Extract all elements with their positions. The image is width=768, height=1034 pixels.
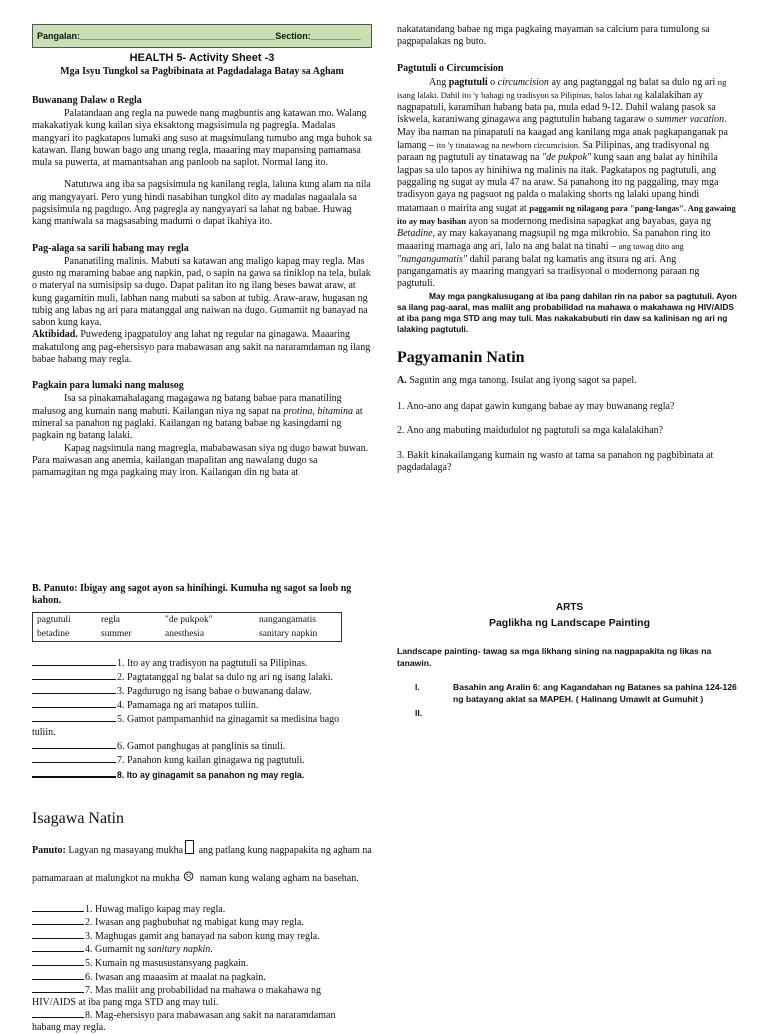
instructions (397, 375, 737, 387)
arts-item (397, 681, 742, 705)
text: Sagutin ang mga tanong. Isulat ang iyong sagot sa papel. (406, 374, 637, 386)
text: . May iba naman na pinapatuli na kaagad ang kanilang mga anak pagkapanganak pa lamang – (397, 114, 728, 152)
text: circumcision (497, 76, 549, 88)
arts-definition: Landscape painting- tawag sa mga likhang sining na nagpapakita ng likas na tanawin. (397, 646, 712, 668)
question-number: 1. (397, 400, 405, 412)
text: pagtutuli (448, 76, 488, 88)
text: 5. Kumain ng masusustansyang pagkain. (85, 957, 249, 969)
paragraph-text: Puwedeng ipagpatuloy ang lahat ng regular na ginagawa. Maaaring makatulong ang pag-ehersisyo para mabawasan ang sakit na nararamdaman ng ilang babae habang may regla. (32, 329, 371, 366)
text: kung saan ang balat ay hinihila lagpas sa ulo tapos ay hinihiwa ng malinis na itak. Pagkatapos ng pagtutuli, ang paggaling ng sugat ay mula 47 na araw. Sa panahong ito ng paggaling, may mga tradisyon gaya ng pagsuot ng palda o malaking shorts ng lalaki upang hindi matamaan o mairita ang sugat at (397, 152, 719, 214)
isagawa-item (32, 1008, 372, 1022)
section-heading-isagawa: Isagawa Natin (32, 809, 124, 827)
section-heading-pagkain: Pagkain para lumaki nang malusog (32, 380, 184, 392)
arts-item (397, 707, 742, 719)
text: naman kung walang agham na basehan. (197, 872, 359, 884)
isagawa-item (32, 929, 372, 943)
text: 1. Huwag maligo kapag may regla. (85, 903, 226, 915)
fill-item-text: 4. Pamamaga ng ari matapos tuliin. (117, 699, 259, 711)
isagawa-item (32, 942, 372, 956)
paragraph: May mga pangkalusugang at iba pang dahilan rin na pabor sa pagtutuli. Ayon sa ilang pag-aaral, mas maliit ang probabilidad na mahawa o makahawa ng HIV/AIDS at iba pang mga STD ang may tuli. Mas nakakabubuti rin daw sa kalinisan ng ari ng lalaking pagtutuli. (397, 290, 737, 334)
paragraph: nakatatandang babae ng mga pagkaing mayaman sa calcium para tumulong sa pagpapalakas ng buto. (397, 24, 710, 48)
fill-item (32, 684, 372, 698)
section-heading-pagyamanin: Pagyamanin Natin (397, 348, 525, 366)
text: Betadine (397, 228, 433, 240)
paragraph (397, 76, 737, 291)
paragraph (32, 329, 372, 366)
answer-blank[interactable] (32, 970, 84, 980)
paragraph: Palatandaan ang regla na puwede nang magbuntis ang katawan mo. Walang makakatiyak kung kailan siya eksaktong magsisimula ng pagregla. Madalas mangyari ito pagkatapos lumaki ang suso at magsimulang tumubo ang mga buhok sa katawan. Ilang buwan bago ang unang regla, maaaring may mapansing pamamasa mula sa puwerta, at mamantsahan ang panloob na saplot. Normal lang ito. (32, 108, 372, 169)
roman-numeral: II. (415, 708, 423, 718)
fill-item (32, 656, 372, 670)
text: bitamina (317, 405, 353, 417)
fill-in-list (32, 656, 372, 782)
text: "nangangamatis" (397, 253, 468, 265)
answer-blank[interactable] (32, 684, 116, 694)
word-bank-item: betadine (37, 628, 70, 639)
sad-face-icon: ☹ (182, 868, 195, 884)
sheet-title: HEALTH 5- Activity Sheet -3 (129, 52, 275, 64)
paragraph (32, 393, 372, 442)
name-section-field[interactable]: Pangalan:_______________________________________Section:__________ (32, 24, 372, 48)
word-bank-item: "de pukpok" (165, 614, 213, 625)
fill-item (32, 698, 372, 712)
fill-item-text: 3. Pagdurugo ng isang babae o buwanang dalaw. (117, 685, 312, 697)
word-bank-item: summer (101, 628, 132, 639)
arts-subtitle: Paglikha ng Landscape Painting (488, 617, 651, 629)
question-text: Ano ang mabuting maidudulot ng pagtutuli sa mga kalalakihan? (406, 425, 664, 437)
text: 8. Mag-ehersisyo para mabawasan ang sakit na nararamdaman (85, 1010, 336, 1022)
answer-blank[interactable] (32, 656, 116, 666)
fill-item-text: 8. Ito ay ginagamit sa panahon ng may regla. (117, 769, 305, 780)
fill-item-continued: tuliin. (32, 726, 56, 738)
fill-item (32, 739, 372, 753)
fill-item-text: 5. Gamot pampamanhid na ginagamit sa medisina bago (117, 713, 340, 725)
aktibidad-label: Aktibidad. (32, 329, 78, 341)
word-bank-box (32, 612, 342, 642)
question-item (397, 450, 737, 475)
question-text: Ano-ano ang dapat gawin kungang babae ay may buwanang regla? (406, 400, 675, 412)
answer-blank[interactable] (32, 983, 84, 993)
text: summer vacation (655, 114, 725, 126)
isagawa-instructions (32, 838, 372, 892)
isagawa-list (32, 902, 372, 1034)
text: ayon sa modernong medisina sapagkat ang bayabas, gaya ng (466, 215, 711, 227)
answer-blank[interactable] (32, 956, 84, 966)
isagawa-item (32, 902, 372, 916)
text: Sa Pilipinas, ang tradisyonal ng paraan ng pagtutuli ay tinatawag na (397, 140, 710, 164)
text: 3. Maghugas gamit ang banayad na sabon kung may regla. (85, 930, 320, 942)
right-column (397, 24, 737, 487)
answer-blank[interactable] (32, 915, 84, 925)
answer-blank[interactable] (32, 902, 84, 912)
word-bank-item: pagtutuli (37, 614, 71, 625)
text: ay ang pagtanggal ng balat sa dulo ng ari (548, 76, 718, 88)
answer-blank[interactable] (32, 753, 116, 763)
text: 7. Mas maliit ang probabilidad na mahawa o makahawa ng (85, 985, 322, 997)
paragraph: Pananatiling malinis. Mabuti sa katawan ang maligo kapag may regla. Mas gusto ng maraming babae ang napkin, pad, o sapin na gawa sa tiniklop na tela, bulak o materyal na sumisipsip sa dugo. Dapat palitan ito ng ilang beses bawat araw, at kung gagamitin muli, labhan nang mabuti sa sabon at tubig. Araw-araw, hugasan ng tubig ang labas ng ari para matanggal ang naiwan na dugo. Gumamit ng banayad na sabon kung kaya. (32, 255, 371, 329)
text: ang patlang kung nagpapakita ng agham na pamamaraan at malungkot na mukha (32, 844, 372, 884)
question-number: 3. (397, 449, 405, 461)
paragraph: Natutuwa ang iba sa pagsisimula ng kanilang regla, laluna kung alam na nila ang mangyayari. Pero yung hindi nasabihan tungkol dito ay madalas nagaalala sa pagsisimula ng pagdugo. Ang pagregla ay nangyayari sa lahat ng babae. Huwag kang maniwala sa magsasabing madumi o dapat ikahiya ito. (32, 179, 371, 228)
arts-section (397, 602, 742, 719)
text: Panuto: (32, 844, 66, 856)
text: Ang (429, 76, 449, 88)
paragraph: Kapag nagsimula nang magregla, mababawasan siya ng dugo bawat buwan. Para maiwasan ang anemia, kailangan mapalitan ang nawalang dugo sa pamamagitan ng mga pagkaing may iron. Kailangan din ng bata at (32, 442, 369, 479)
sheet-subtitle: Mga Isyu Tungkol sa Pagbibinata at Pagdadalaga Batay sa Agham (60, 66, 344, 77)
fill-item (32, 670, 372, 684)
text: protina (283, 405, 313, 417)
section-b-instructions: B. Panuto: Ibigay ang sagot ayon sa hinihingi. Kumuha ng sagot sa loob ng kahon. (32, 583, 352, 607)
text: o (487, 76, 498, 88)
paragraph (32, 838, 372, 892)
section-heading-regla: Buwanang Dalaw o Regla (32, 95, 142, 106)
text: "de pukpok" (541, 152, 592, 164)
answer-blank[interactable] (32, 1008, 84, 1018)
answer-blank[interactable] (32, 670, 116, 680)
text: , (312, 405, 318, 417)
text: , ay may kakayanang magsupil ng mga mikrobio. Sa panahon ring ito maaaring mamaga ang ari, lalo na ang balat na tinahi – (397, 228, 711, 253)
text: kalalakihan ay nagpapatuli, karamihan habang bata pa, mula edad 9-12. Dahil walang pasok sa iskwela, karaniwang ginagawa ang pagtutulin habang tagaraw o (397, 89, 716, 126)
answer-blank[interactable] (32, 929, 84, 939)
text: Isa sa pinakamahalagang magagawa ng batang babae para manatiling malusog ang kumain nang mabuti. Kailangan niya ng sapat na (32, 393, 342, 417)
happy-face-placeholder-icon (185, 840, 194, 854)
answer-blank[interactable] (32, 698, 116, 708)
text: 6. Iwasan ang maaasim at maalat na pagkain. (85, 971, 266, 983)
text: dahil parang balat ng kamatis ang itsura ng ari. Ang pangangamatis ay maaring mangyari sa tradisyonal o modernong paraan ng pagtutuli. (397, 253, 700, 290)
text: ito 'y tinatawag na newborn circumcision. (436, 140, 581, 151)
isagawa-item (32, 970, 372, 984)
question-item (397, 425, 737, 438)
text: A. (397, 374, 407, 386)
fill-item (32, 767, 372, 782)
isagawa-item (32, 915, 372, 929)
question-item (397, 401, 737, 414)
isagawa-item (32, 983, 372, 997)
left-column (32, 24, 372, 479)
roman-numeral: I. (415, 682, 420, 692)
arts-title: ARTS (555, 602, 584, 613)
text: sanitary napkin (147, 944, 211, 956)
question-text: Bakit kinakailangang kumain ng wasto at tama sa panahon ng pagbibinata at pagdadalaga? (397, 449, 714, 474)
fill-item-text: 2. Pagtatanggal ng balat sa dulo ng ari ng isang lalaki. (117, 671, 334, 683)
fill-item-text: 6. Gamot panghugas at panglinis sa tinuli. (117, 740, 286, 752)
text: paggamit ng nilagang para "pang-langas". Ang gawaing ito ay may basihan (397, 202, 736, 226)
fill-item (32, 712, 372, 726)
answer-blank[interactable] (32, 712, 116, 722)
isagawa-item (32, 956, 372, 970)
isagawa-item-continued: HIV/AIDS at iba pang mga STD ang may tuli. (32, 996, 219, 1008)
text: Lagyan ng masayang mukha (65, 844, 184, 856)
section-heading-pagtutuli: Pagtutuli o Circumcision (397, 62, 504, 74)
isagawa-item-continued: habang may regla. (32, 1021, 106, 1033)
section-heading-pag-alaga: Pag-alaga sa sarili habang may regla (32, 242, 189, 254)
word-bank-item: regla (101, 614, 120, 625)
fill-item-text: 7. Panahon kung kailan ginagawa ng pagtutuli. (117, 754, 305, 766)
text: 4. Gumamit ng (85, 944, 148, 956)
text: ng isang lalaki. Dahil ito 'y bahagi ng tradisyon sa Pilipinas, halos lahat ng (397, 76, 727, 100)
text: ang tawag dito ang (618, 241, 684, 252)
fill-item-text: 1. Ito ay ang tradisyon na pagtutuli sa Pilipinas. (117, 657, 308, 669)
answer-blank[interactable] (32, 739, 116, 749)
question-number: 2. (397, 425, 405, 437)
arts-item-text (453, 707, 742, 719)
section-b (32, 583, 372, 1034)
word-bank-item: anesthesia (165, 628, 205, 639)
word-bank-item: nangangamatis (259, 614, 316, 625)
word-bank-item: sanitary napkin (259, 628, 318, 639)
text: 2. Iwasan ang pagbubuhat ng mabigat kung may regla. (85, 917, 304, 929)
answer-blank[interactable] (32, 767, 116, 778)
arts-item-text: Basahin ang Aralin 6: ang Kagandahan ng Batanes sa pahina 124-126 ng batayang aklat sa MAPEH. ( Halinang Umawit at Gumuhit ) (453, 682, 737, 704)
text: . (210, 944, 213, 956)
answer-blank[interactable] (32, 942, 84, 952)
text: at mineral sa panahon ng paglaki. Kailangan ng batang babae ng kasingdami ng pagkain ng batang lalaki. (32, 405, 363, 442)
fill-item (32, 753, 372, 767)
